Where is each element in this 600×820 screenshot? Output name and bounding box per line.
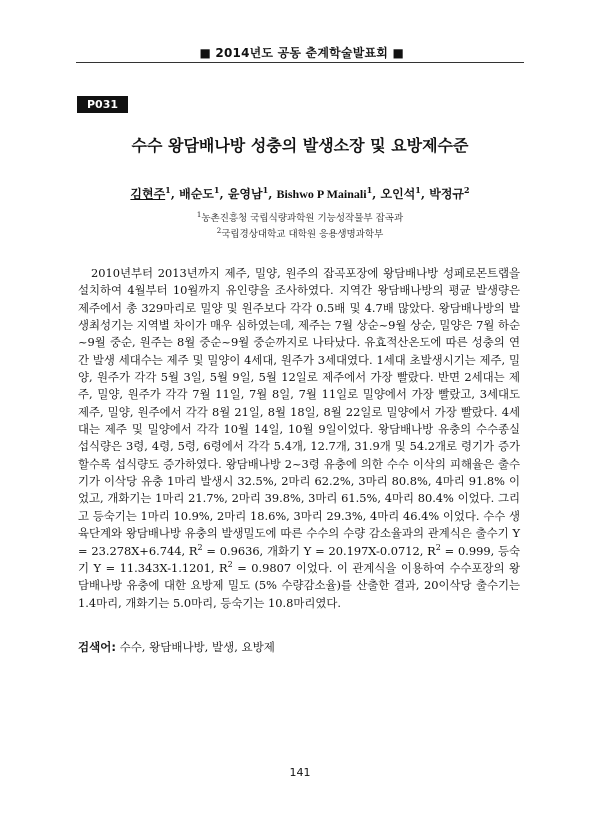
author-name: 윤영남 (227, 187, 263, 201)
paper-title: 수수 왕담배나방 성충의 발생소장 및 요방제수준 (131, 136, 469, 155)
author-separator: , (268, 187, 277, 201)
header-rule (76, 62, 524, 63)
affiliations (0, 209, 600, 241)
author-affiliation-mark: 1 (366, 185, 373, 195)
author-separator: , (219, 187, 228, 201)
author-affiliation-mark: 1 (165, 185, 171, 195)
r-squared-superscript: 2 (227, 560, 233, 570)
conference-header: ■ 2014년도 공동 춘계학술발표회 ■ (199, 46, 404, 60)
author-name: 박정규 (429, 187, 465, 201)
author-affiliation-mark: 1 (415, 185, 421, 195)
r-squared-superscript: 2 (197, 542, 203, 552)
r-squared-superscript: 2 (435, 542, 441, 552)
keywords-label: 검색어: (78, 640, 116, 654)
keywords-text: 수수, 왕담배나방, 발생, 요방제 (115, 640, 275, 654)
author-name: 배순도 (179, 187, 214, 201)
affiliation-line (0, 225, 600, 241)
author-name: 김현주 (130, 187, 166, 201)
affiliation-mark: 1 (196, 211, 202, 219)
author-affiliation-mark: 1 (213, 185, 220, 195)
author-affiliation-mark: 1 (262, 185, 269, 195)
affiliation-text: 국립경상대학교 대학원 응용생명과학부 (221, 229, 384, 241)
abstract-text: = 0.9636, 개화기 Y = 20.197X-0.0712, R (202, 543, 436, 558)
author-separator: , (170, 187, 180, 201)
abstract-body (78, 265, 520, 612)
author-affiliation-mark: 2 (464, 185, 470, 195)
affiliation-line (0, 209, 600, 225)
affiliation-text: 농촌진흥청 국립식량과학원 기능성작물부 잡곡과 (201, 213, 404, 225)
author-separator: , (372, 187, 381, 201)
abstract-text: 2010년부터 2013년까지 제주, 밀양, 원주의 잡곡포장에 왕담배나방 성페로몬트랩을 설치하여 4월부터 10월까지 유인량을 조사하였다. 지역간 왕담배나방의 평균 발생량은 제주에서 총 329마리로 밀양 및 원주보다 각각 0.5배 및 4.7배 많았다. 왕담배나방의 발생최성기는 지역별 차이가 매우 심하였는데, 제주는 7월 상순~9월 상순, 밀양은 7월 하순~9월 중순, 원주는 8월 중순~9월 중순까지로 나타났다. 유효적산온도에 따른 성충의 연간 발생 세대수는 제주 및 밀양이 4세대, 원주가 3세대였다. 1세대 초발생시기는 제주, 밀양, 원주가 각각 5월 3일, 5월 9일, 5월 12일로 제주에서 가장 빨랐다. 반면 2세대는 제주, 밀양, 원주가 각각 7월 11일, 7월 8일, 7월 11일로 밀양에서 가장 빨랐고, 3세대도 제주, 밀양, 원주에서 각각 8월 21일, 8월 18일, 8월 22일로 밀양에서 가장 빨랐다. 4세대는 제주 및 밀양에서 각각 10월 14일, 10월 9일이었다. 왕담배나방 유충의 수수종실 섭식량은 3령, 4령, 5령, 6령에서 각각 5.4개, 12.7개, 31.9개 및 54.2개로 령기가 증가할수록 섭식량도 증가하였다. 왕담배나방 2~3령 유충에 의한 수수 이삭의 피해율은 출수기가 이삭당 유충 1마리 발생시 32.5%, 2마리 62.2%, 3마리 80.8%, 4마리 91.8% 이었고, 개화기는 1마리 21.7%, 2마리 39.8%, 3마리 61.5%, 4마리 80.4% 이었다. 그리고 등숙기는 1마리 10.9%, 2마리 18.6%, 3마리 29.3%, 4마리 46.4% 이었다. 수수 생육단계와 왕담배나방 유충의 발생밀도에 따른 수수의 수량 감소율과의 관계식은 출수기 Y = 23.278X+6.744, R (78, 266, 520, 558)
page-number: 141 (289, 766, 311, 779)
author-separator: , (420, 187, 430, 201)
author-name: 오인석 (380, 187, 416, 201)
abstract-text: = 0.999, 등숙기 Y = 11.343X-1.1201, R (78, 543, 520, 575)
author-name: Bishwo P Mainali (276, 187, 367, 201)
affiliation-mark: 2 (216, 227, 222, 236)
keywords (78, 639, 275, 655)
author-list (0, 185, 600, 202)
poster-number-badge: P031 (77, 96, 128, 113)
abstract-text: = 0.9807 이었다. 이 관계식을 이용하여 수수포장의 왕담배나방 유충에 대한 요방제 밀도 (5% 수량감소율)를 산출한 결과, 20이삭당 출수기는 1.4마리, 개화기는 5.0마리, 등숙기는 10.8마리였다. (78, 560, 520, 610)
